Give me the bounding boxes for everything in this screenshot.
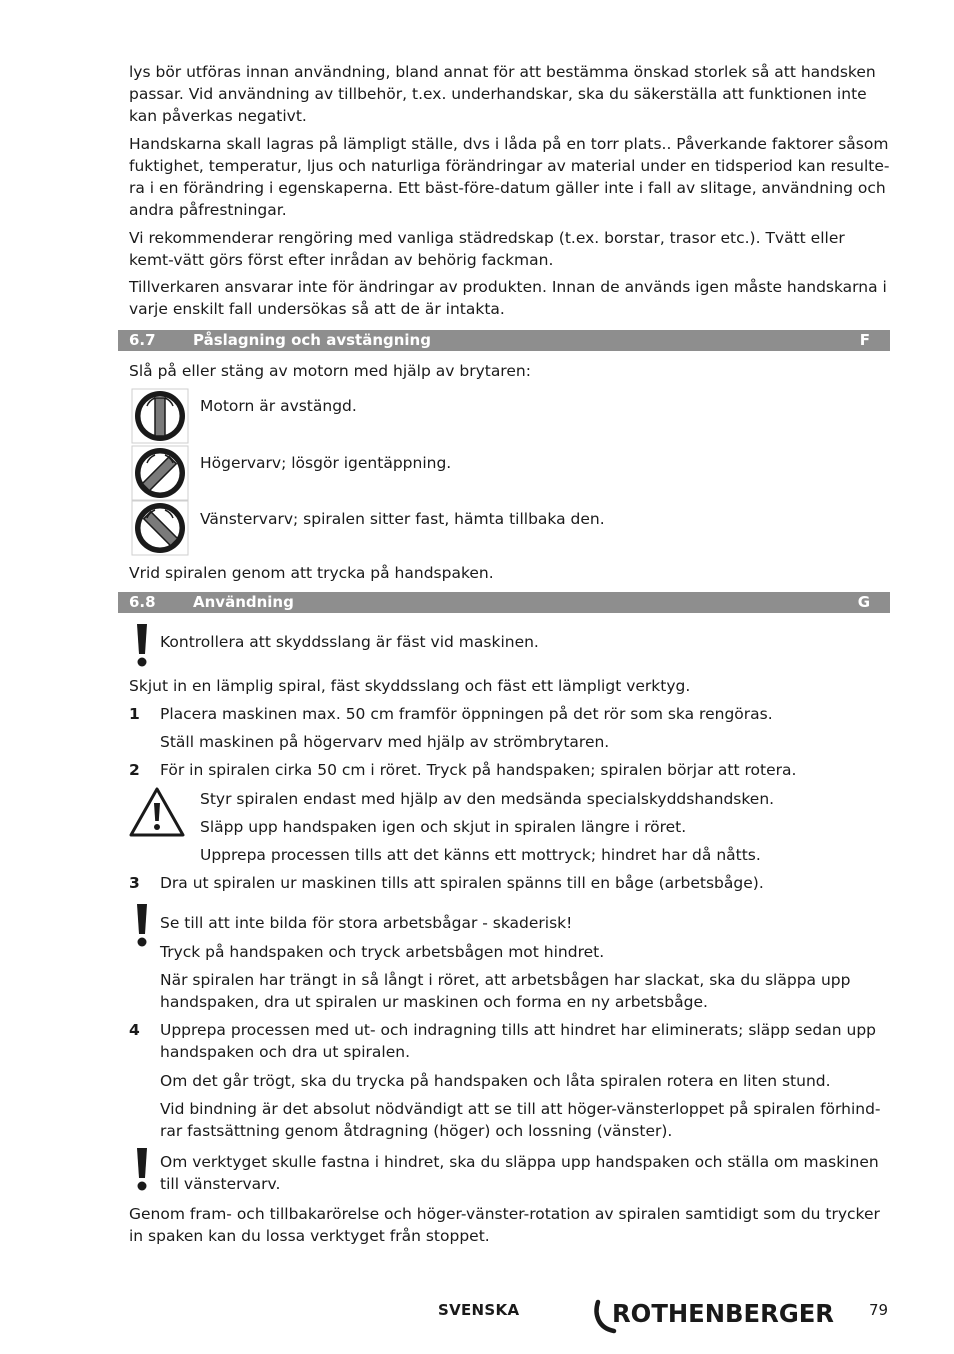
warning-text: Släpp upp handspaken igen och skjut in spiralen längre i röret. (200, 818, 687, 836)
switch-right-icon (131, 445, 189, 501)
step-number: 4 (129, 1021, 140, 1039)
switch-right-text: Högervarv; lösgör igentäppning. (200, 454, 452, 472)
section-title: Påslagning och avstängning (193, 331, 431, 349)
step-text: För in spiralen cirka 50 cm i röret. Tryck på handspaken; spiralen börjar att rotera. (160, 761, 797, 779)
step-text: Upprepa processen med ut- och indragning tills att hindret har eliminerats; släpp sedan upp handspaken och dra ut spiralen. (160, 1021, 877, 1061)
step-number: 3 (129, 874, 140, 892)
step-text: Ställ maskinen på högervarv med hjälp av strömbrytaren. (160, 733, 610, 751)
section-title: Användning (193, 593, 294, 611)
step-text: Vid bindning är det absolut nödvändigt att se till att höger-vänsterloppet på spiralen förhind-rar fastsättning genom åtdragning (höger) och lossning (vänster). (160, 1100, 881, 1140)
warning-text: Upprepa processen tills att det känns ett mottryck; hindret har då nåtts. (200, 846, 761, 864)
note-text: Se till att inte bilda för stora arbetsbågar - skaderisk! (160, 914, 573, 932)
exclamation-icon (133, 902, 151, 948)
exclamation-icon (133, 1146, 151, 1192)
paragraph: Slå på eller stäng av motorn med hjälp av brytaren: (129, 362, 531, 380)
note-text: Om verktyget skulle fastna i hindret, ska du släppa upp handspaken och ställa om maskinen till vänstervarv. (160, 1153, 879, 1193)
exclamation-icon (133, 622, 151, 668)
step-number: 1 (129, 705, 140, 723)
figure-letter: G (857, 593, 870, 611)
section-header-6-8 (118, 592, 890, 613)
switch-left-icon (131, 500, 189, 556)
step-text: Om det går trögt, ska du trycka på handspaken och låta spiralen rotera en liten stund. (160, 1072, 831, 1090)
rothenberger-logo (592, 1296, 840, 1336)
switch-off-icon (131, 388, 189, 444)
note-text: Kontrollera att skyddsslang är fäst vid maskinen. (160, 633, 539, 651)
paragraph: Genom fram- och tillbakarörelse och höger-vänster-rotation av spiralen samtidigt som du trycker in spaken kan du lossa verktyget från stoppet. (129, 1205, 880, 1245)
page-number: 79 (869, 1301, 889, 1319)
section-number: 6.8 (129, 593, 156, 611)
switch-off-text: Motorn är avstängd. (200, 397, 357, 415)
paragraph: lys bör utföras innan användning, bland annat för att bestämma önskad storlek så att handsken passar. Vid användning av tillbehör, t.ex. underhandskar, ska du säkerställa att funktionen inte kan påverkas negativt. (129, 63, 876, 125)
note-text: När spiralen har trängt in så långt i röret, att arbetsbågen har slackat, ska du släppa upp handspaken, dra ut spiralen ur maskinen och forma en ny arbetsbåge. (160, 971, 851, 1011)
figure-letter: F (859, 331, 870, 349)
note-text: Tryck på handspaken och tryck arbetsbågen mot hindret. (160, 943, 605, 961)
warning-triangle-icon (128, 786, 186, 838)
logo-text: ROTHENBERGER (612, 1299, 834, 1328)
step-number: 2 (129, 761, 140, 779)
step-text: Dra ut spiralen ur maskinen tills att spiralen spänns till en båge (arbetsbåge). (160, 874, 764, 892)
footer-language: SVENSKA (438, 1301, 520, 1319)
paragraph: Vrid spiralen genom att trycka på handspaken. (129, 564, 494, 582)
step-text: Placera maskinen max. 50 cm framför öppningen på det rör som ska rengöras. (160, 705, 773, 723)
warning-text: Styr spiralen endast med hjälp av den medsända specialskyddshandsken. (200, 790, 775, 808)
switch-left-text: Vänstervarv; spiralen sitter fast, hämta tillbaka den. (200, 510, 605, 528)
paragraph: Vi rekommenderar rengöring med vanliga städredskap (t.ex. borstar, trasor etc.). Tvätt eller kemt-vätt görs först efter inrådan av behörig fackman. (129, 229, 845, 269)
section-number: 6.7 (129, 331, 156, 349)
paragraph: Handskarna skall lagras på lämpligt ställe, dvs i låda på en torr plats.. Påverkande faktorer såsom fuktighet, temperatur, ljus och naturliga förändringar av material under en tidsperiod kan resulte-ra i en förändring i egenskaperna. Ett bäst-före-datum gäller inte i fall av slitage, användning och andra påfrestningar. (129, 135, 890, 219)
paragraph: Skjut in en lämplig spiral, fäst skyddsslang och fäst ett lämpligt verktyg. (129, 677, 691, 695)
paragraph: Tillverkaren ansvarar inte för ändringar av produkten. Innan de används igen måste handskarna i varje enskilt fall undersökas så att de är intakta. (129, 278, 887, 318)
section-header-6-7 (118, 330, 890, 351)
